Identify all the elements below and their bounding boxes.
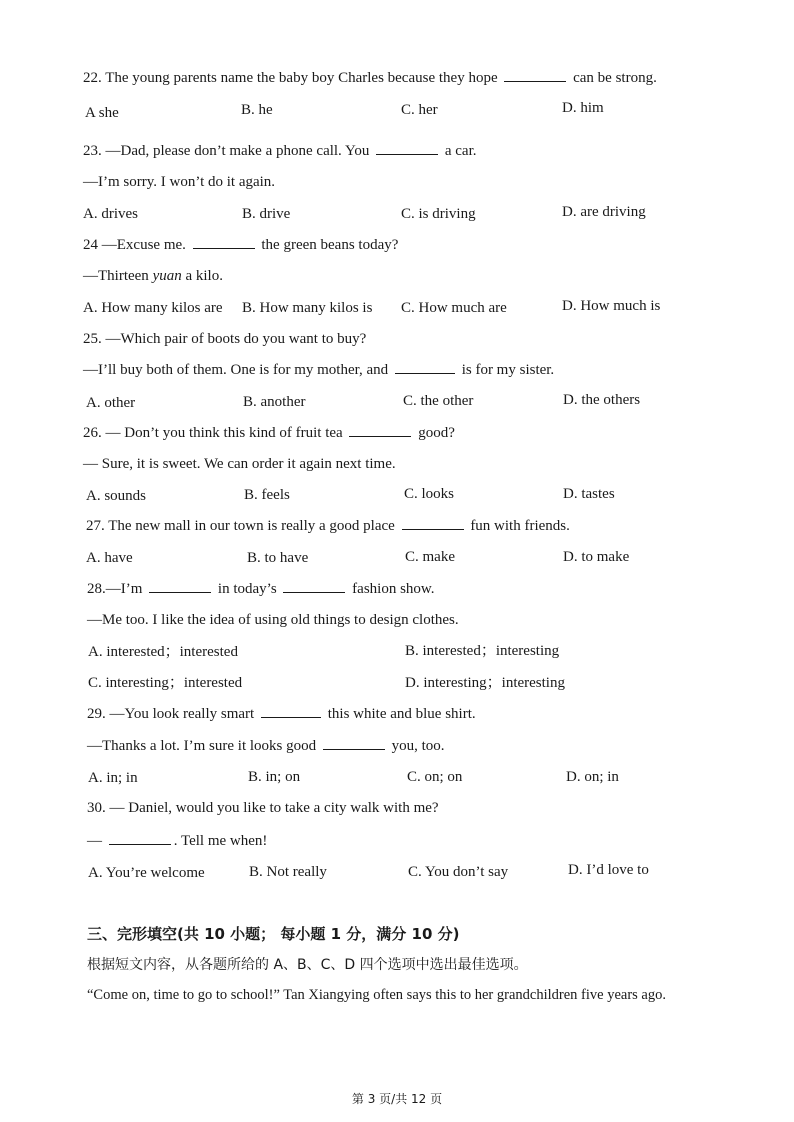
option-a: A. How many kilos are	[83, 300, 223, 316]
option-c: C. the other	[403, 393, 474, 409]
answer-blank	[504, 69, 566, 82]
question-30-reply: — . Tell me when!	[87, 833, 268, 849]
answer-blank	[349, 424, 411, 437]
passage-first-line: “Come on, time to go to school!” Tan Xiangying often says this to her grandchildren five years ago.	[87, 987, 666, 1003]
question-24-stem: 24 —Excuse me. the green beans today?	[83, 237, 399, 253]
option-b: B. drive	[242, 206, 291, 222]
option-b: B. interested；interesting	[405, 643, 560, 659]
question-23-stem: 23. —Dad, please don’t make a phone call. You a car.	[83, 143, 477, 159]
option-d: D. him	[562, 100, 604, 116]
option-c: C. her	[401, 102, 438, 118]
question-28-stem: 28.—I’m in today’s fashion show.	[87, 581, 435, 597]
option-d: D. are driving	[562, 204, 646, 220]
option-d: D. interesting；interesting	[405, 675, 565, 691]
option-c: C. interesting；interested	[88, 675, 243, 691]
question-26-reply: — Sure, it is sweet. We can order it again next time.	[83, 456, 396, 472]
question-25-reply: —I’ll buy both of them. One is for my mother, and is for my sister.	[83, 362, 555, 378]
option-b: B. he	[241, 102, 273, 118]
question-26-stem: 26. — Don’t you think this kind of fruit tea good?	[83, 425, 455, 441]
option-a: A. sounds	[86, 488, 147, 504]
option-a: A. You’re welcome	[88, 865, 205, 881]
question-25-stem: 25. —Which pair of boots do you want to buy?	[83, 331, 367, 347]
section-instruction: 根据短文内容，从各题所给的 A、B、C、D 四个选项中选出最佳选项。	[87, 957, 528, 973]
answer-blank	[402, 517, 464, 530]
option-a: A. have	[86, 550, 133, 566]
question-22-stem: 22. The young parents name the baby boy Charles because they hope can be strong.	[83, 70, 657, 86]
option-b: B. in; on	[248, 769, 301, 785]
option-a: A. in; in	[88, 770, 138, 786]
option-d: D. How much is	[562, 298, 661, 314]
question-23-reply: —I’m sorry. I won’t do it again.	[83, 174, 276, 190]
question-29-reply: —Thanks a lot. I’m sure it looks good you, too.	[87, 738, 445, 754]
answer-blank	[149, 580, 211, 593]
option-d: D. tastes	[563, 486, 615, 502]
option-b: B. How many kilos is	[242, 300, 373, 316]
option-a: A. drives	[83, 206, 138, 222]
question-28-reply: —Me too. I like the idea of using old things to design clothes.	[87, 612, 459, 628]
option-d: D. on; in	[566, 769, 619, 785]
option-c: C. looks	[404, 486, 455, 502]
option-a: A. interested；interested	[88, 644, 238, 660]
option-b: B. another	[243, 394, 306, 410]
answer-blank	[323, 737, 385, 750]
option-a: A she	[85, 105, 119, 121]
section-title: 三、完形填空(共 10 小题； 每小题 1 分，满分 10 分)	[87, 925, 460, 943]
option-c: C. on; on	[407, 769, 463, 785]
option-b: B. feels	[244, 487, 290, 503]
option-b: B. to have	[247, 550, 309, 566]
option-b: B. Not really	[249, 864, 327, 880]
option-d: D. I’d love to	[568, 862, 649, 878]
option-c: C. You don’t say	[408, 864, 509, 880]
option-c: C. make	[405, 549, 455, 565]
answer-blank	[109, 832, 171, 845]
option-d: D. the others	[563, 392, 641, 408]
answer-blank	[261, 705, 321, 718]
page-number: 第 3 页/共 12 页	[351, 1092, 443, 1106]
option-c: C. is driving	[401, 206, 476, 222]
question-30-stem: 30. — Daniel, would you like to take a city walk with me?	[87, 800, 439, 816]
question-27-stem: 27. The new mall in our town is really a good place fun with friends.	[86, 518, 570, 534]
answer-blank	[395, 361, 455, 374]
option-d: D. to make	[563, 549, 630, 565]
option-c: C. How much are	[401, 300, 507, 316]
answer-blank	[283, 580, 345, 593]
question-29-stem: 29. —You look really smart this white and blue shirt.	[87, 706, 476, 722]
answer-blank	[193, 236, 255, 249]
answer-blank	[376, 142, 438, 155]
question-24-reply: —Thirteen yuan a kilo.	[83, 268, 223, 284]
option-a: A. other	[86, 395, 136, 411]
